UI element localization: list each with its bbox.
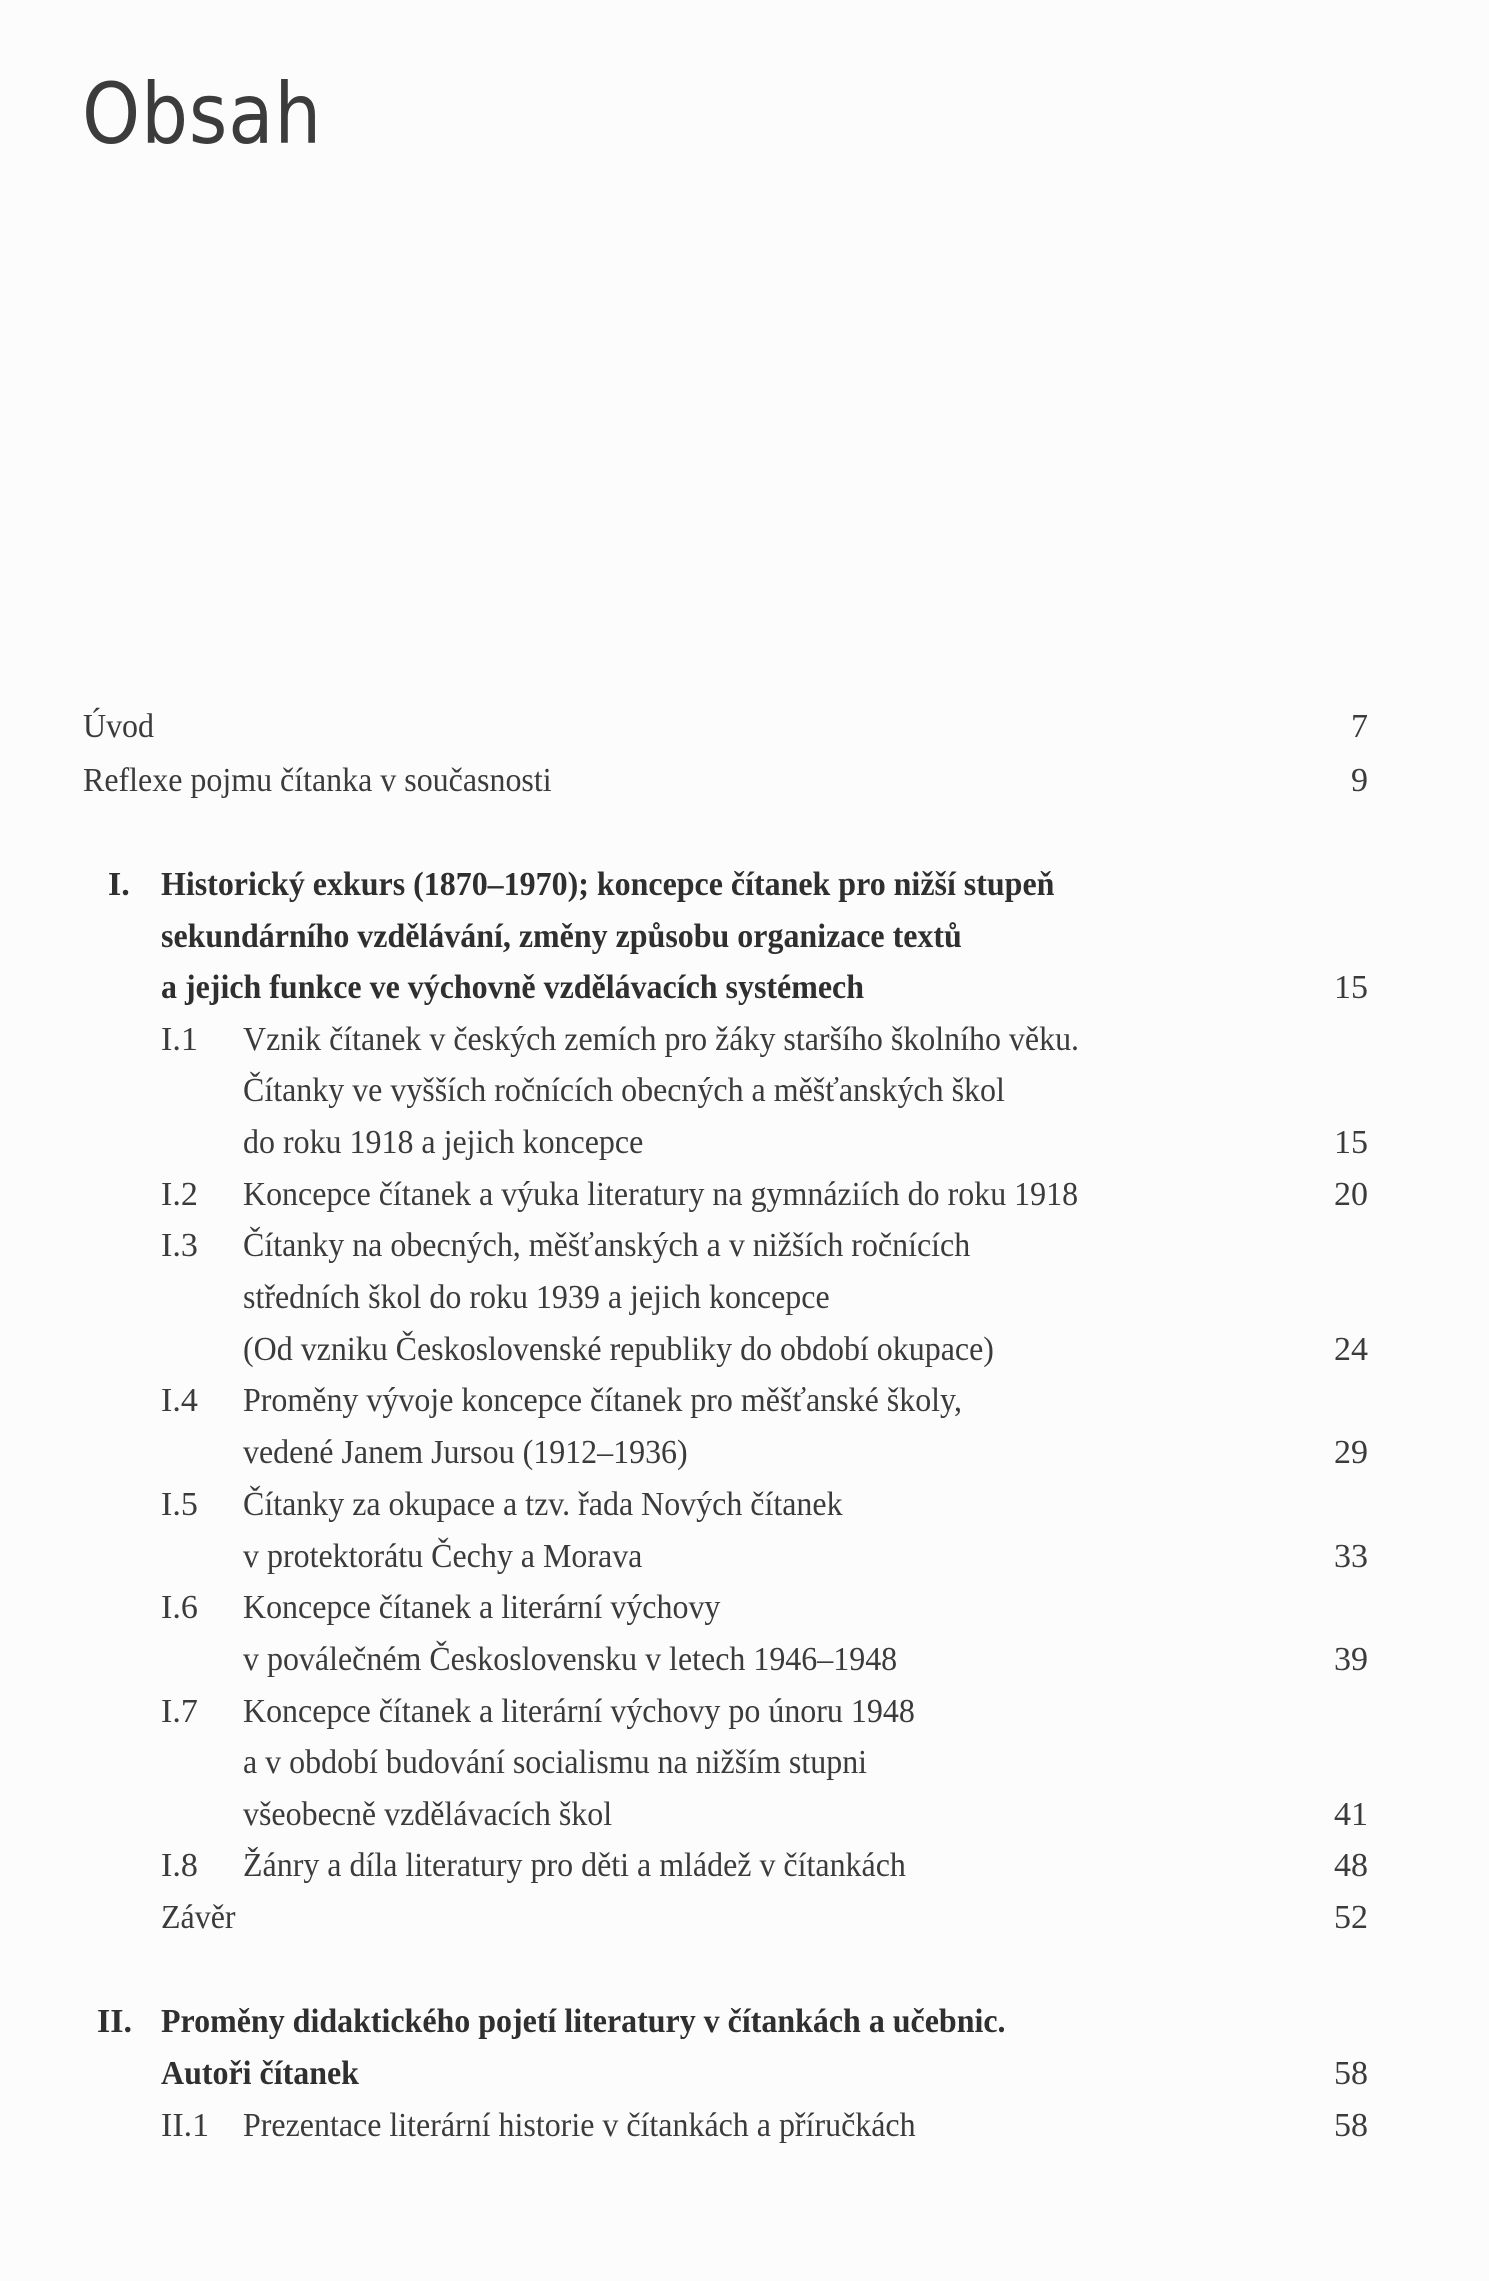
chapter-title-line: Čítanky ve vyšších ročnících obecných a měšťanských škol [243, 1072, 1005, 1109]
page-title: Obsah [82, 65, 323, 163]
toc-entry-page: 15 [1334, 1124, 1368, 1161]
part-title-line: sekundárního vzdělávání, změny způsobu organizace textů [161, 918, 962, 955]
chapter-title-line: Koncepce čítanek a literární výchovy po únoru 1948 [243, 1693, 915, 1730]
chapter-number: I.5 [161, 1486, 198, 1523]
toc-entry-label: Závěr [161, 1899, 236, 1936]
chapter-title-line: Prezentace literární historie v čítankách a příručkách [243, 2107, 916, 2144]
toc-entry-page: 15 [1334, 969, 1368, 1006]
chapter-title-line: Čítanky za okupace a tzv. řada Nových čítanek [243, 1486, 843, 1523]
chapter-title-line: Koncepce čítanek a literární výchovy [243, 1589, 721, 1626]
toc-entry-page: 29 [1334, 1434, 1368, 1471]
chapter-number: II.1 [161, 2107, 210, 2144]
chapter-number: I.3 [161, 1227, 198, 1264]
toc-entry-page: 39 [1334, 1641, 1368, 1678]
chapter-title-line: všeobecně vzdělávacích škol [243, 1796, 613, 1833]
chapter-number: I.6 [161, 1589, 198, 1626]
toc-entry-page: 9 [1351, 762, 1368, 799]
part-title-line: a jejich funkce ve výchovně vzdělávacích systémech [161, 969, 865, 1006]
chapter-title-line: (Od vzniku Československé republiky do období okupace) [243, 1331, 994, 1368]
chapter-title-line: v protektorátu Čechy a Morava [243, 1538, 643, 1575]
chapter-number: I.7 [161, 1693, 198, 1730]
part-title-line: Proměny didaktického pojetí literatury v čítankách a učebnic. [161, 2003, 1006, 2040]
chapter-title-line: Proměny vývoje koncepce čítanek pro měšťanské školy, [243, 1382, 962, 1419]
part-number: II. [97, 2003, 132, 2040]
chapter-number: I.1 [161, 1021, 198, 1058]
toc-entry-page: 48 [1334, 1847, 1368, 1884]
chapter-number: I.2 [161, 1176, 198, 1213]
chapter-title-line: Koncepce čítanek a výuka literatury na gymnáziích do roku 1918 [243, 1176, 1079, 1213]
toc-entry-page: 24 [1334, 1331, 1368, 1368]
chapter-title-line: středních škol do roku 1939 a jejich koncepce [243, 1279, 830, 1316]
toc-entry-page: 7 [1351, 708, 1368, 745]
toc-entry-page: 33 [1334, 1538, 1368, 1575]
toc-entry-page: 52 [1334, 1899, 1368, 1936]
chapter-title-line: a v období budování socialismu na nižším stupni [243, 1744, 868, 1781]
toc-entry-label: Reflexe pojmu čítanka v současnosti [83, 762, 552, 799]
part-title-line: Autoři čítanek [161, 2055, 359, 2092]
toc-entry-page: 41 [1334, 1796, 1368, 1833]
part-number: I. [108, 866, 130, 903]
part-title-line: Historický exkurs (1870–1970); koncepce čítanek pro nižší stupeň [161, 866, 1055, 903]
chapter-title-line: v poválečném Československu v letech 1946–1948 [243, 1641, 898, 1678]
chapter-title-line: Čítanky na obecných, měšťanských a v nižších ročnících [243, 1227, 971, 1264]
toc-entry-page: 58 [1334, 2055, 1368, 2092]
toc-entry-label: Úvod [83, 708, 155, 745]
chapter-number: I.4 [161, 1382, 198, 1419]
toc-entry-page: 20 [1334, 1176, 1368, 1213]
chapter-title-line: Žánry a díla literatury pro děti a mládež v čítankách [243, 1847, 906, 1884]
chapter-title-line: vedené Janem Jursou (1912–1936) [243, 1434, 688, 1471]
toc-entry-page: 58 [1334, 2107, 1368, 2144]
chapter-title-line: Vznik čítanek v českých zemích pro žáky staršího školního věku. [243, 1021, 1080, 1058]
chapter-title-line: do roku 1918 a jejich koncepce [243, 1124, 644, 1161]
chapter-number: I.8 [161, 1847, 198, 1884]
